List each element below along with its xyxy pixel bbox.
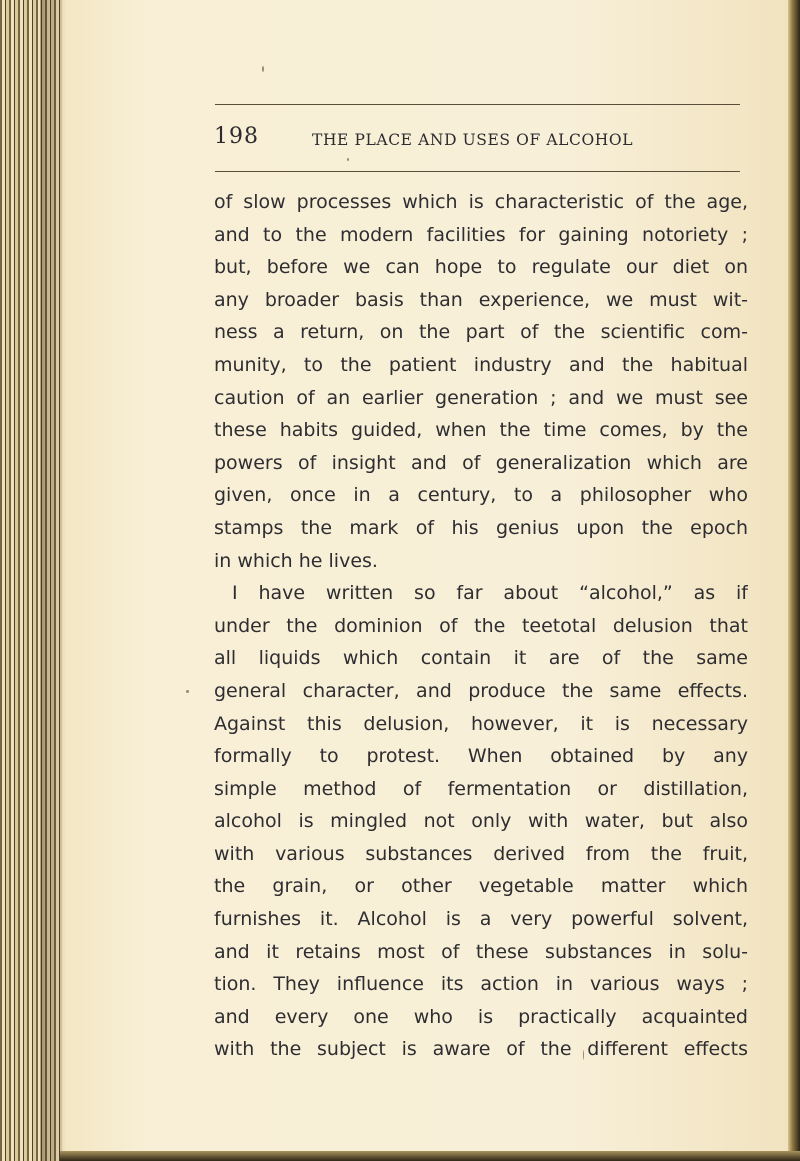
- text-line: alcohol is mingled not only with water, but also: [214, 810, 748, 833]
- running-head: THE PLACE AND USES OF ALCOHOL: [312, 131, 634, 149]
- text-line: under the dominion of the teetotal delusion that: [214, 614, 748, 637]
- text-line: I have written so far about “alcohol,” as if: [232, 582, 748, 605]
- text-line: tion. They influence its action in various ways ;: [214, 973, 748, 996]
- text-line: with the subject is aware of the different effects: [214, 1038, 748, 1061]
- text-line: caution of an earlier generation ; and we must see: [214, 386, 748, 409]
- text-line: and it retains most of these substances in solu-: [214, 940, 748, 963]
- header-rule-top: [215, 104, 740, 105]
- text-line: of slow processes which is characteristic of the age,: [214, 191, 748, 213]
- text-line: but, before we can hope to regulate our diet on: [214, 256, 748, 279]
- text-line: in which he lives.: [214, 549, 378, 572]
- text-line: given, once in a century, to a philosopher who: [214, 484, 748, 507]
- header-rule-bottom: [215, 171, 740, 172]
- text-line: munity, to the patient industry and the habitual: [214, 353, 748, 376]
- text-line: general character, and produce the same effects.: [214, 679, 748, 702]
- text-line: stamps the mark of his genius upon the epoch: [214, 516, 748, 539]
- page-number: 198: [214, 124, 259, 149]
- body-text: [214, 186, 748, 1066]
- paper-speck: [347, 158, 349, 161]
- text-line: and to the modern facilities for gaining notoriety ;: [214, 223, 748, 246]
- text-line: any broader basis than experience, we must wit-: [214, 288, 748, 311]
- text-line: simple method of fermentation or distillation,: [214, 777, 748, 800]
- paper-speck: [186, 690, 189, 693]
- gutter-shadow: [40, 0, 66, 1161]
- text-line: these habits guided, when the time comes, by the: [214, 419, 748, 442]
- paper-speck: [262, 66, 264, 72]
- right-page-edge: [788, 0, 800, 1161]
- text-line: furnishes it. Alcohol is a very powerful solvent,: [214, 908, 748, 931]
- text-line: ness a return, on the part of the scientific com-: [214, 321, 748, 344]
- text-line: all liquids which contain it are of the same: [214, 647, 748, 670]
- text-line: formally to protest. When obtained by any: [214, 745, 748, 768]
- text-line: Against this delusion, however, it is necessary: [214, 712, 748, 735]
- bottom-page-edge: [60, 1151, 800, 1161]
- text-line: and every one who is practically acquainted: [214, 1005, 748, 1028]
- text-line: with various substances derived from the fruit,: [214, 842, 748, 865]
- text-line: the grain, or other vegetable matter which: [214, 875, 748, 898]
- text-line: powers of insight and of generalization which are: [214, 451, 748, 474]
